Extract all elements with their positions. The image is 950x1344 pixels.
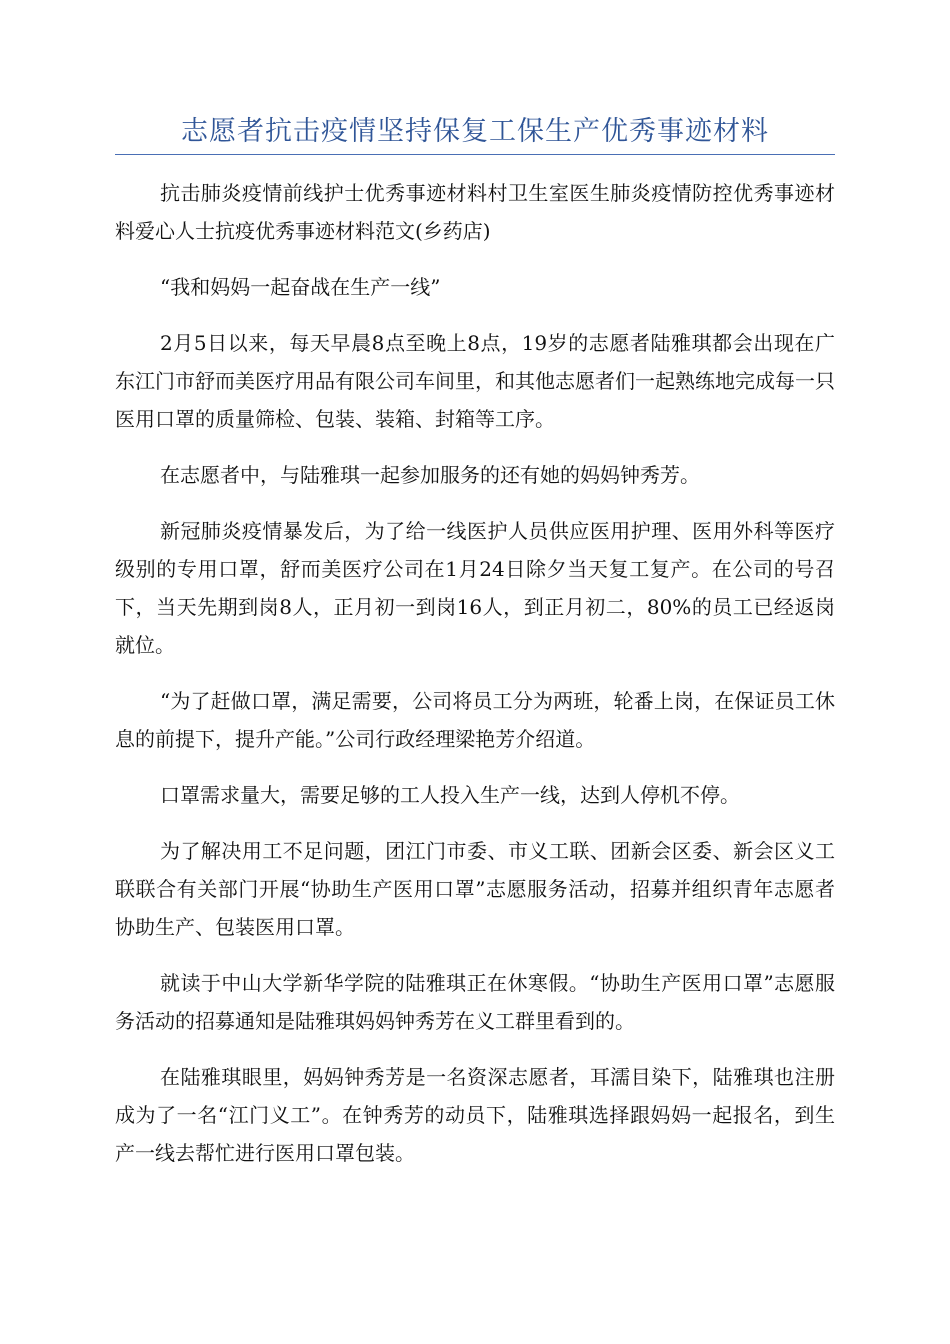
title-underline: [115, 154, 835, 155]
paragraph: 抗击肺炎疫情前线护士优秀事迹材料村卫生室医生肺炎疫情防控优秀事迹材料爱心人士抗疫优秀事迹材料范文(乡药店): [115, 181, 835, 243]
document-title: 志愿者抗击疫情坚持保复工保生产优秀事迹材料: [181, 116, 769, 147]
paragraph: 2月5日以来，每天早晨8点至晚上8点，19岁的志愿者陆雅琪都会出现在广东江门市舒而美医疗用品有限公司车间里，和其他志愿者们一起熟练地完成每一只医用口罩的质量筛检、包装、装箱、封箱等工序。: [115, 331, 835, 431]
paragraph: 口罩需求量大，需要足够的工人投入生产一线，达到人停机不停。: [160, 783, 740, 807]
paragraph: 新冠肺炎疫情暴发后，为了给一线医护人员供应医用护理、医用外科等医疗级别的专用口罩，舒而美医疗公司在1月24日除夕当天复工复产。在公司的号召下，当天先期到岗8人，正月初一到岗16人，到正月初二，80%的员工已经返岗就位。: [115, 519, 835, 657]
paragraph: 就读于中山大学新华学院的陆雅琪正在休寒假。“协助生产医用口罩”志愿服务活动的招募通知是陆雅琪妈妈钟秀芳在义工群里看到的。: [115, 971, 835, 1033]
paragraph: “为了赶做口罩，满足需要，公司将员工分为两班，轮番上岗，在保证员工休息的前提下，提升产能。”公司行政经理梁艳芳介绍道。: [115, 689, 835, 751]
paragraph: 在志愿者中，与陆雅琪一起参加服务的还有她的妈妈钟秀芳。: [160, 463, 700, 487]
document-body: [115, 174, 835, 1190]
paragraph: 在陆雅琪眼里，妈妈钟秀芳是一名资深志愿者，耳濡目染下，陆雅琪也注册成为了一名“江门义工”。在钟秀芳的动员下，陆雅琪选择跟妈妈一起报名，到生产一线去帮忙进行医用口罩包装。: [115, 1065, 835, 1165]
paragraph: 为了解决用工不足问题，团江门市委、市义工联、团新会区委、新会区义工联联合有关部门开展“协助生产医用口罩”志愿服务活动，招募并组织青年志愿者协助生产、包装医用口罩。: [115, 839, 835, 939]
paragraph: “我和妈妈一起奋战在生产一线”: [160, 275, 441, 299]
